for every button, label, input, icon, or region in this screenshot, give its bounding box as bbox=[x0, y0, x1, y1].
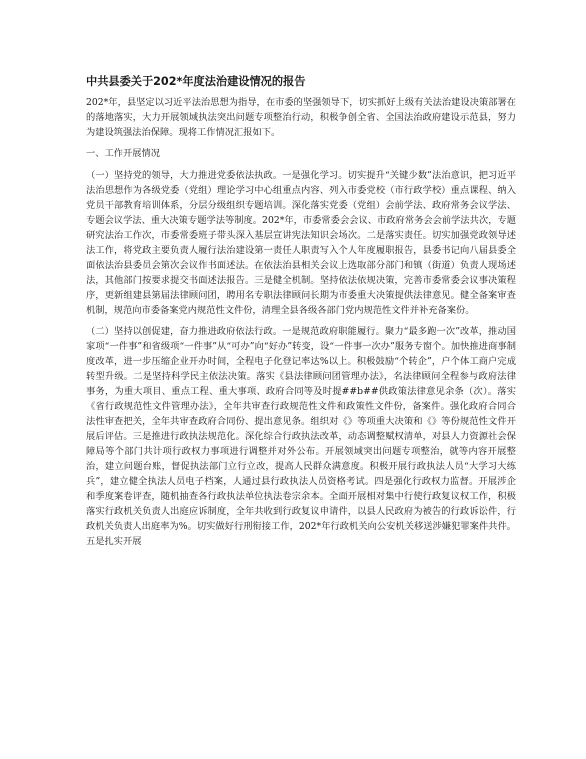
body-paragraph-1: （一）坚持党的领导，大力推进党委依法执政。一是强化学习。切实提升“关键少数”法治意识，把习近平法治思想作为各级党委（党组）理论学习中心组重点内容、列入市委党校（市行政学校）重点课程、纳入党员干部教育培训体系，分层分级组织专题培训。深化落实党委（党组）会前学法、政府常务会议学法、专题会议学法、重大决策专题学法等制度。202*年，市委常委会会议、市政府常务会会前学法共次，专题研究法治工作次，市委常委班子带头深入基层宣讲宪法知识会场次。二是落实责任。切实加强党政领导述法工作，将党政主要负责人履行法治建设第一责任人职责写入个人年度履职报告，县委书记向八届县委全面依法治县委员会第次会议作书面述法。在依法治县相关会议上选取部分部门和镇（街道）负责人现场述法，其他部门按要求提交书面述法报告。三是健全机制。坚持依法依规决策，完善市委常委会议事决策程序，更新组建县第届法律顾问团，聘用名专职法律顾问长期为市委重大决策提供法律意见。健全备案审查机制，规范向市委备案党内规范性文件份，清理全县各级各部门党内规范性文件并补充备案份。 bbox=[86, 170, 516, 316]
intro-paragraph: 202*年，县坚定以习近平法治思想为指导，在市委的坚强领导下，切实抓好上级有关法治建设决策部署在的落地落实，大力开展领域执法突出问题专项整治行动，积极争创全省、全国法治政府建设示范县，努力为建设筑强法治保障。现将工作情况汇报如下。 bbox=[86, 97, 516, 138]
document-title: 中共县委关于202*年度法治建设情况的报告 bbox=[86, 75, 306, 88]
body-paragraph-2: （二）坚持以创促建，奋力推进政府依法行政。一是规范政府职能履行。聚力“最多跑一次”改革，推动国家项“一件事”和省级项“一件事”从“可办”向“好办”转变，设“一件事一次办”服务专窗个。加快推进商事制度改革，进一步压缩企业开办时间，全程电子化登记率达%以上。积极鼓励“个转企”，户个体工商户完成转型升级。二是坚持科学民主依法决策。落实《县法律顾问团管理办法》，名法律顾问全程参与政府法律事务，为重大项目、重点工程、重大事项、政府合同等及时提##b##供政策法律意见余条（次）。落实《省行政规范性文件管理办法》，全年共审查行政规范性文件和政策性文件份，备案件。强化政府合同合法性审查把关，全年共审查政府合同份、提出意见条。组织对《》等项重大决策和《》等份规范性文件开展后评估。三是推进行政执法规范化。深化综合行政执法改革，动态调整赋权清单，对县人力资源社会保障局等个部门共计项行政权力事项进行调整并对外公布。开展领域突出问题专项整治，就等内容开展整治，建立问题台账，督促执法部门立行立改，提高人民群众满意度。积极开展行政执法人员“大学习大练兵”，建立健全执法人员电子档案，人通过县行政执法人员资格考试。四是强化行政权力监督。开展涉企和季度案卷评查，随机抽查各行政执法单位执法卷宗余本。全面开展相对集中行使行政复议权工作，积极落实行政机关负责人出庭应诉制度，全年共收到行政复议申请件，以县人民政府为被告的行政诉讼件，行政机关负责人出庭率为%。切实做好行刑衔接工作，202*年行政机关向公安机关移送涉嫌犯罪案件共件。五是扎实开展 bbox=[86, 326, 516, 547]
section-heading: 一、工作开展情况 bbox=[86, 148, 160, 159]
